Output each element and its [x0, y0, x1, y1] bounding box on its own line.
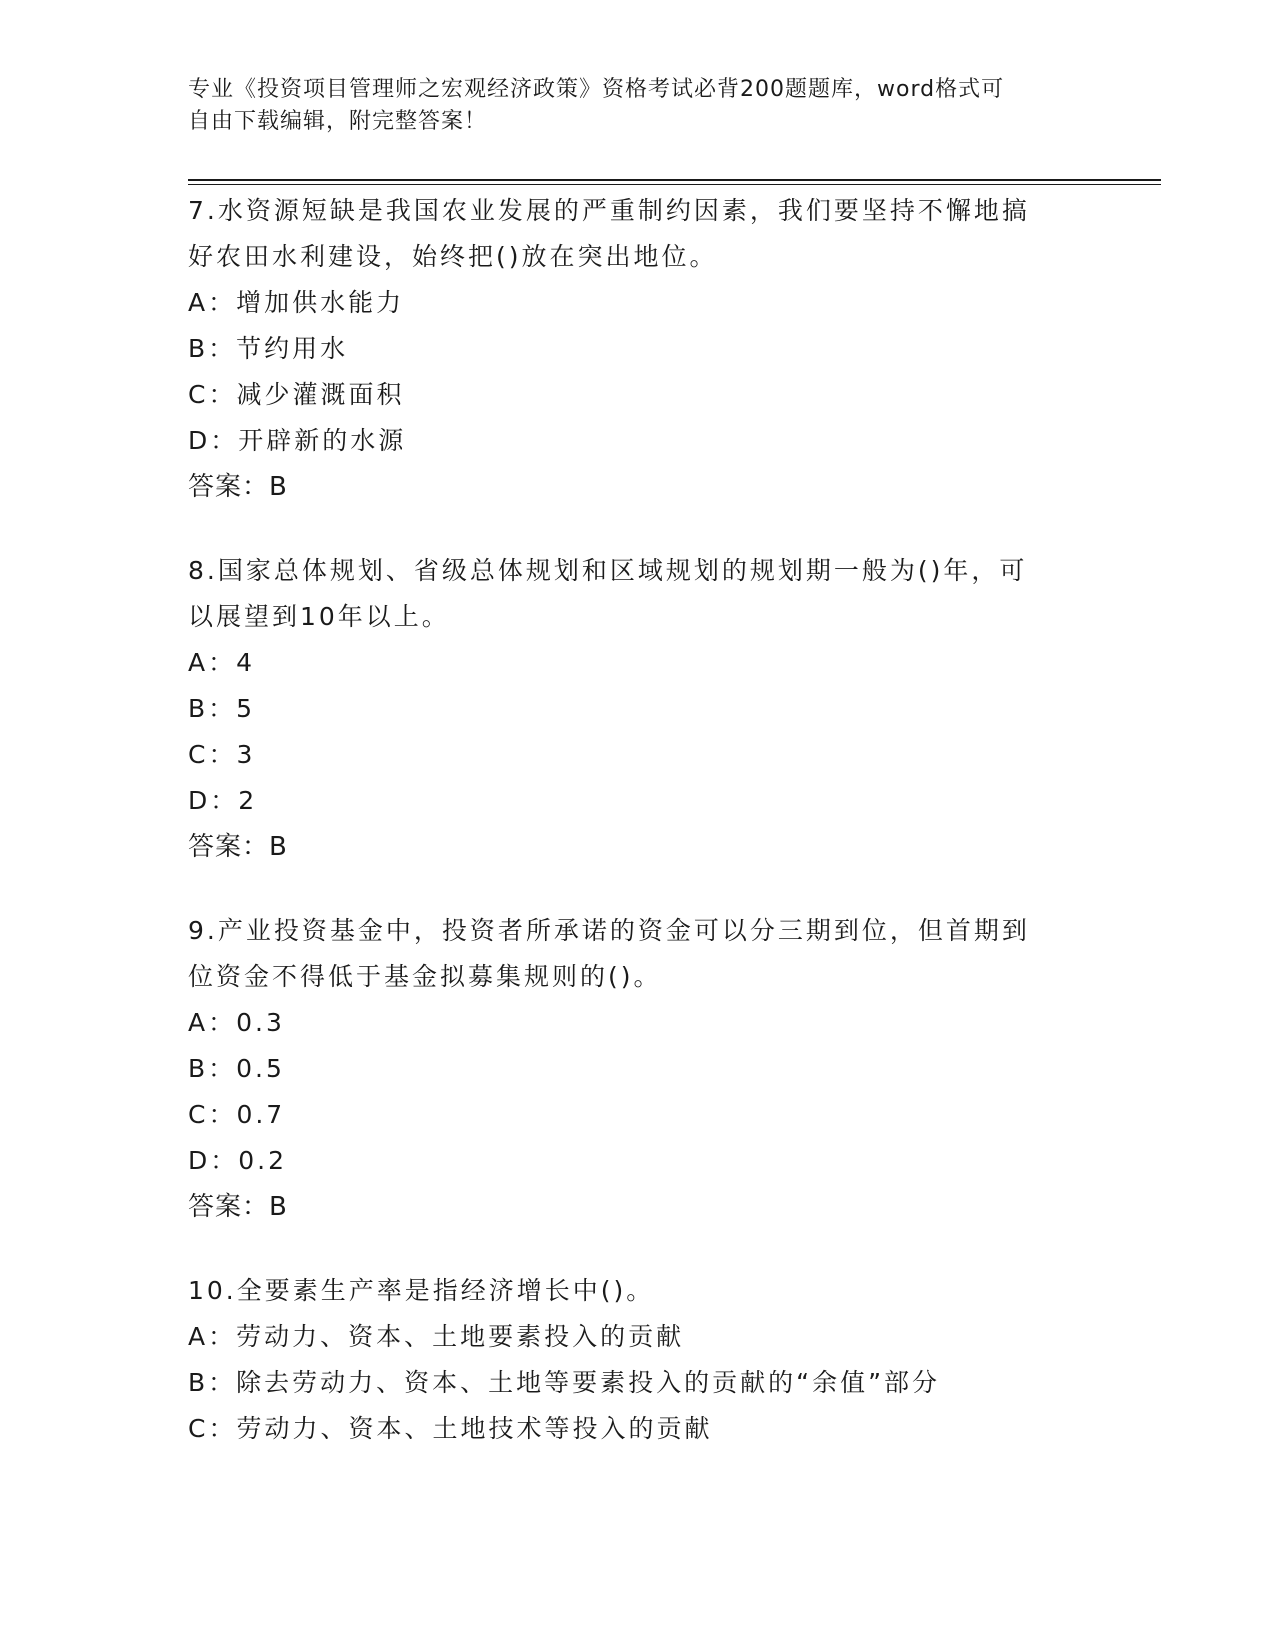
option-b: B：5 — [188, 694, 256, 723]
option-c: C：3 — [188, 740, 256, 769]
question-stem-line: 8.国家总体规划、省级总体规划和区域规划的规划期一般为()年，可 — [188, 556, 1028, 585]
option-a: A：4 — [188, 648, 256, 677]
option-b: B：除去劳动力、资本、土地等要素投入的贡献的“余值”部分 — [188, 1368, 941, 1397]
option-c: C：0.7 — [188, 1100, 286, 1129]
question-stem-line: 位资金不得低于基金拟募集规则的()。 — [188, 962, 662, 991]
option-b: B：节约用水 — [188, 334, 349, 363]
answer-line: 答案：B — [188, 832, 288, 862]
question-stem-line: 好农田水利建设，始终把()放在突出地位。 — [188, 242, 718, 271]
option-d: D：0.2 — [188, 1146, 288, 1175]
option-a: A：劳动力、资本、土地要素投入的贡献 — [188, 1322, 685, 1351]
answer-line: 答案：B — [188, 472, 288, 502]
question-stem-line: 以展望到10年以上。 — [188, 602, 450, 631]
header-line-1: 专业《投资项目管理师之宏观经济政策》资格考试必背200题题库，word格式可 — [188, 77, 1005, 102]
question-8 — [188, 548, 1088, 870]
question-stem-line: 9.产业投资基金中，投资者所承诺的资金可以分三期到位，但首期到 — [188, 916, 1030, 945]
question-10 — [188, 1268, 1088, 1452]
option-c: C：减少灌溉面积 — [188, 380, 405, 409]
header-line-2: 自由下载编辑，附完整答案！ — [188, 109, 488, 134]
question-9 — [188, 908, 1088, 1230]
option-a: A：0.3 — [188, 1008, 285, 1037]
question-stem-line: 7.水资源短缺是我国农业发展的严重制约因素，我们要坚持不懈地搞 — [188, 196, 1030, 225]
option-c: C：劳动力、资本、土地技术等投入的贡献 — [188, 1414, 713, 1443]
header-divider-thick — [188, 179, 1161, 181]
option-b: B：0.5 — [188, 1054, 285, 1083]
option-d: D：开辟新的水源 — [188, 426, 407, 455]
document-header — [188, 74, 1088, 138]
question-7 — [188, 188, 1088, 510]
header-divider-thin — [188, 184, 1161, 185]
option-a: A：增加供水能力 — [188, 288, 405, 317]
option-d: D：2 — [188, 786, 258, 815]
answer-line: 答案：B — [188, 1192, 288, 1222]
question-list — [188, 188, 1088, 1490]
question-stem-line: 10.全要素生产率是指经济增长中()。 — [188, 1276, 655, 1305]
